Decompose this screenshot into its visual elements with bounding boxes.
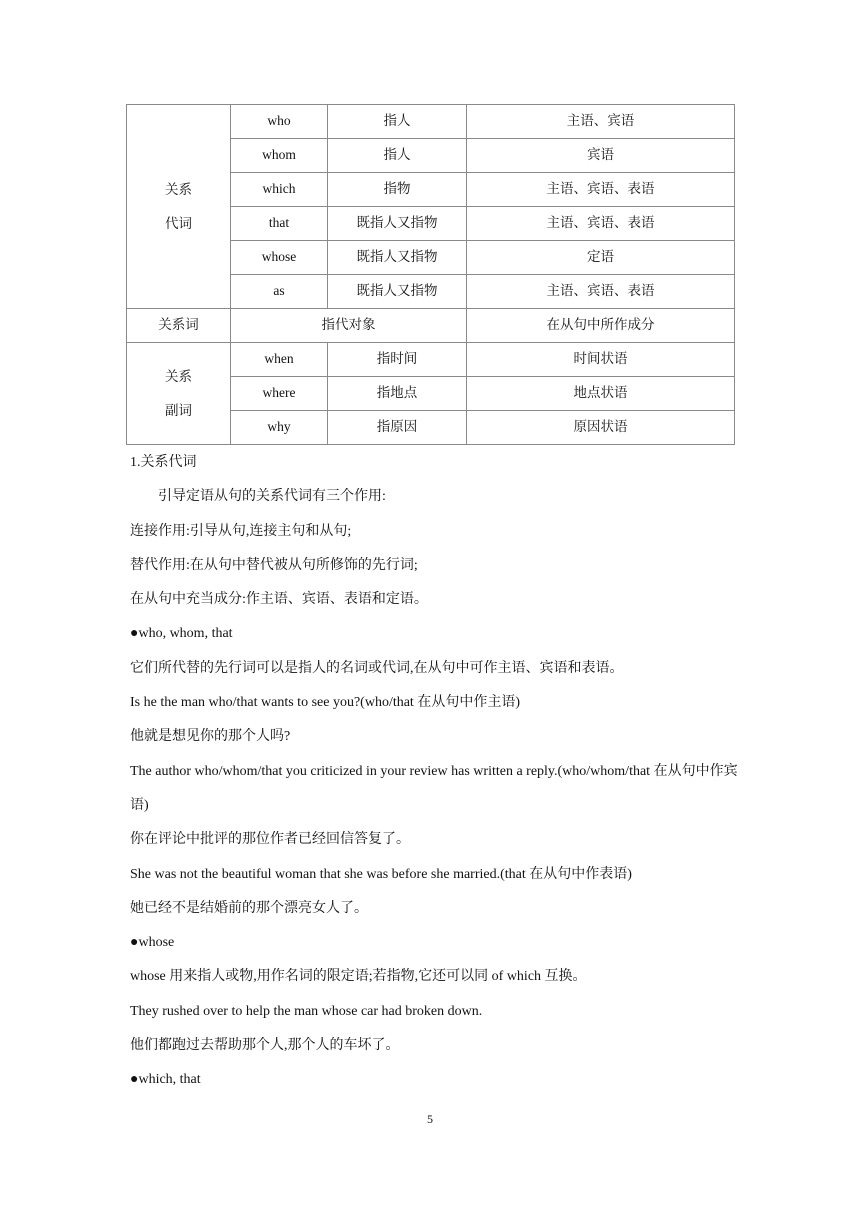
word-cell: whom <box>231 139 328 173</box>
function-cell: 定语 <box>467 241 735 275</box>
function-cell: 主语、宾语、表语 <box>467 173 735 207</box>
example-sentence: They rushed over to help the man whose car had broken down. <box>130 1003 483 1019</box>
word-cell: when <box>231 343 328 377</box>
refers-cell: 指人 <box>328 105 467 139</box>
table-row <box>127 105 735 139</box>
header-relative-word: 关系词 <box>127 309 231 343</box>
refers-cell: 既指人又指物 <box>328 207 467 241</box>
example-translation: 她已经不是结婚前的那个漂亮女人了。 <box>130 900 368 916</box>
header-function: 在从句中所作成分 <box>467 309 735 343</box>
refers-cell: 指地点 <box>328 377 467 411</box>
bullet-heading: ●who, whom, that <box>130 626 233 642</box>
table-row <box>127 343 735 377</box>
function-cell: 主语、宾语 <box>467 105 735 139</box>
function-cell: 地点状语 <box>467 377 735 411</box>
word-cell: as <box>231 275 328 309</box>
function-cell: 主语、宾语、表语 <box>467 207 735 241</box>
word-cell: where <box>231 377 328 411</box>
example-sentence: The author who/whom/that you criticized in your review has written a reply.(who/whom/that 在从句中作宾语) <box>130 763 738 813</box>
bullet-heading: ●whose <box>130 935 175 951</box>
relative-words-table <box>126 104 735 445</box>
section-heading: 1.关系代词 <box>130 455 197 470</box>
word-cell: why <box>231 411 328 445</box>
refers-cell: 既指人又指物 <box>328 241 467 275</box>
example-translation: 他们都跑过去帮助那个人,那个人的车坏了。 <box>130 1038 400 1054</box>
word-cell: who <box>231 105 328 139</box>
refers-cell: 指原因 <box>328 411 467 445</box>
example-translation: 他就是想见你的那个人吗? <box>130 729 291 745</box>
refers-cell: 既指人又指物 <box>328 275 467 309</box>
function-cell: 主语、宾语、表语 <box>467 275 735 309</box>
adverb-group-cell <box>127 343 231 445</box>
header-refers: 指代对象 <box>231 309 467 343</box>
word-cell: whose <box>231 241 328 275</box>
function-cell: 时间状语 <box>467 343 735 377</box>
body-text <box>130 452 738 1104</box>
example-sentence: She was not the beautiful woman that she was before she married.(that 在从句中作表语) <box>130 866 632 882</box>
paragraph-line: whose 用来指人或物,用作名词的限定语;若指物,它还可以同 of which 互换。 <box>130 969 587 985</box>
paragraph-line: 它们所代替的先行词可以是指人的名词或代词,在从句中可作主语、宾语和表语。 <box>130 660 624 676</box>
example-sentence: Is he the man who/that wants to see you?(who/that 在从句中作主语) <box>130 695 520 711</box>
adverb-group-line2: 副词 <box>165 402 192 418</box>
refers-cell: 指时间 <box>328 343 467 377</box>
paragraph-line: 连接作用:引导从句,连接主句和从句; <box>130 523 352 539</box>
function-cell: 宾语 <box>467 139 735 173</box>
pronoun-group-line1: 关系 <box>165 181 192 197</box>
adverb-group-line1: 关系 <box>165 368 192 384</box>
function-cell: 原因状语 <box>467 411 735 445</box>
paragraph-intro: 引导定语从句的关系代词有三个作用: <box>158 489 386 505</box>
word-cell: that <box>231 207 328 241</box>
example-translation: 你在评论中批评的那位作者已经回信答复了。 <box>130 832 410 848</box>
refers-cell: 指人 <box>328 139 467 173</box>
page-number: 5 <box>427 1112 433 1126</box>
paragraph-line: 在从句中充当成分:作主语、宾语、表语和定语。 <box>130 592 428 608</box>
refers-cell: 指物 <box>328 173 467 207</box>
pronoun-group-line2: 代词 <box>165 215 192 231</box>
paragraph-line: 替代作用:在从句中替代被从句所修饰的先行词; <box>130 557 418 573</box>
table-header-row <box>127 309 735 343</box>
bullet-heading: ●which, that <box>130 1072 201 1088</box>
pronoun-group-cell <box>127 105 231 309</box>
word-cell: which <box>231 173 328 207</box>
